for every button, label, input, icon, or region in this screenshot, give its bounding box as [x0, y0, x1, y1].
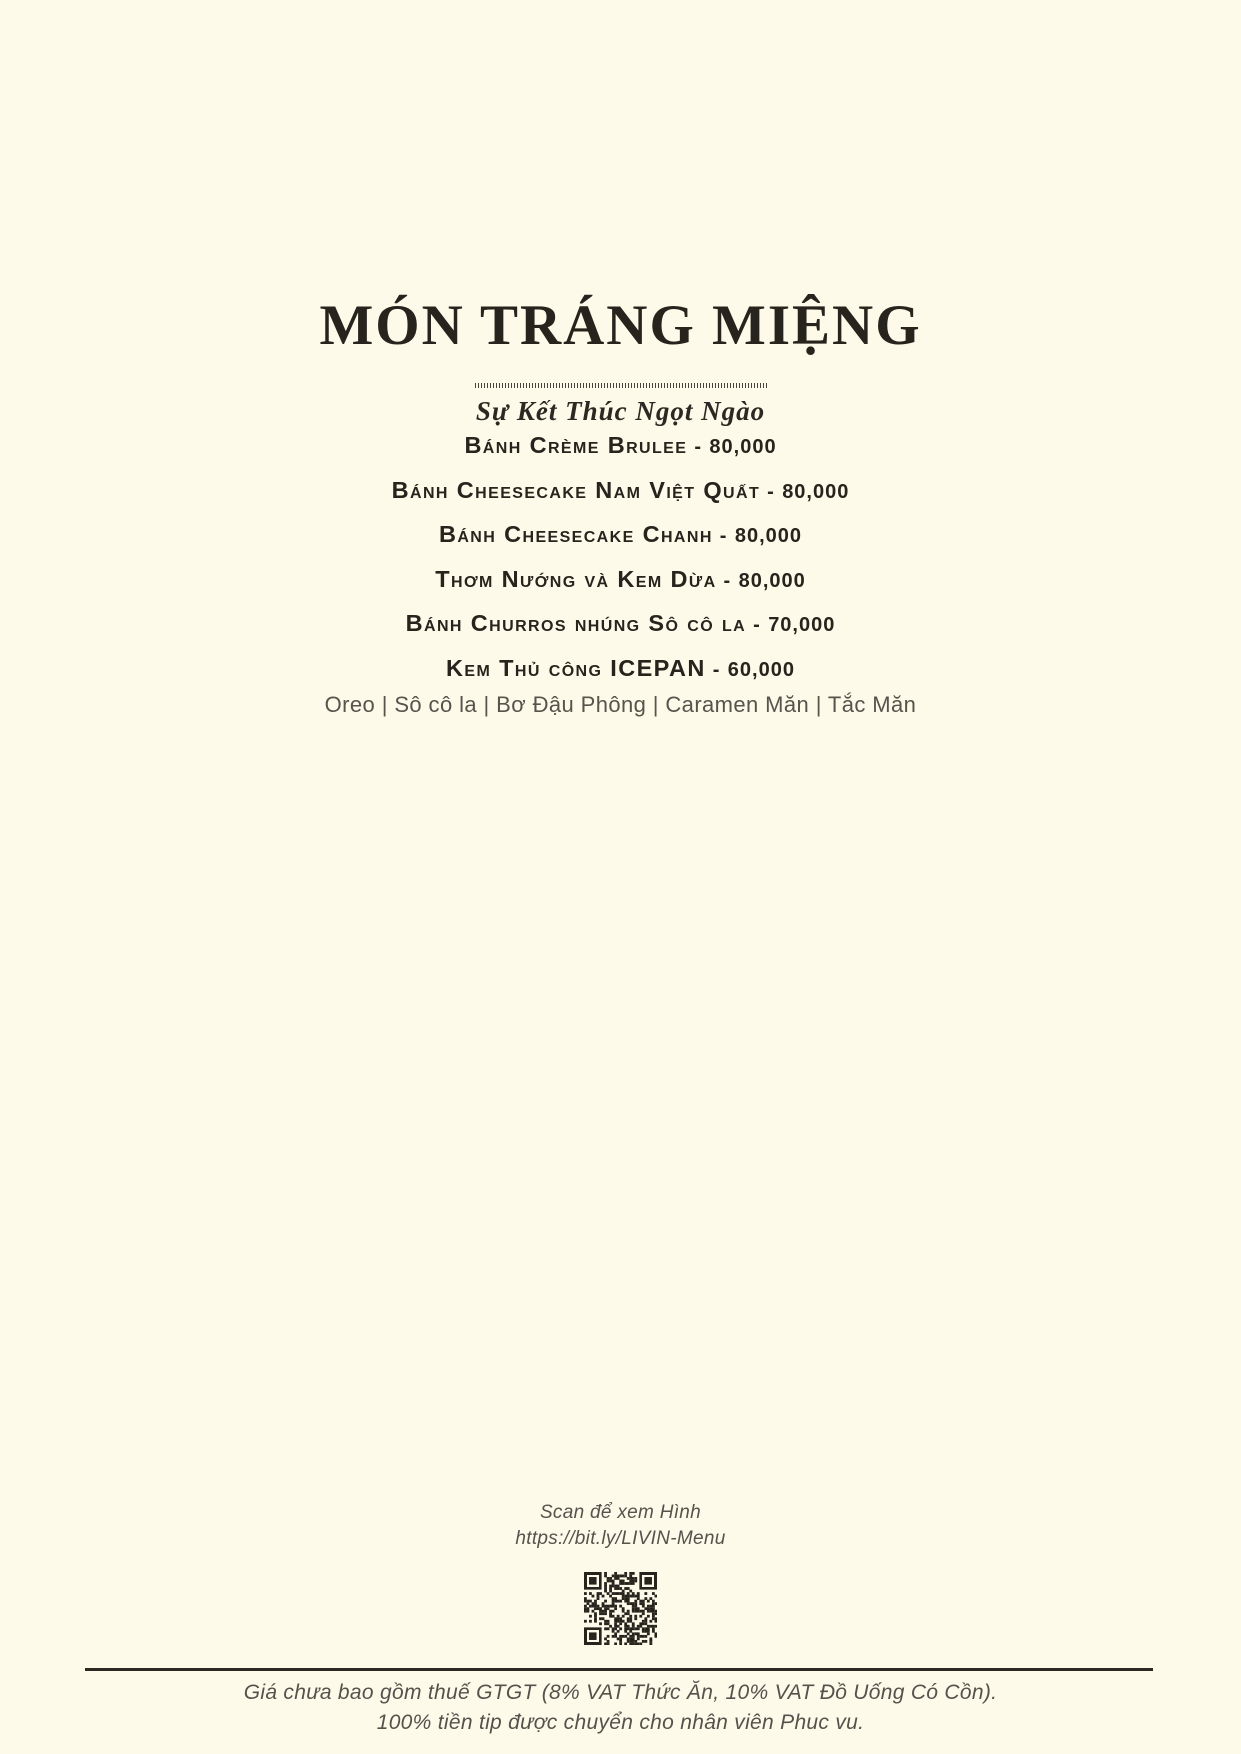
- scan-caption-block: [0, 1500, 1241, 1552]
- footer-notes: [0, 1678, 1241, 1738]
- scan-url: https://bit.ly/LIVIN-Menu: [515, 1528, 726, 1549]
- item-separator: -: [767, 480, 776, 503]
- item-price: 80,000: [734, 525, 803, 547]
- menu-item: [0, 558, 1241, 603]
- item-separator: -: [723, 569, 732, 592]
- item-name: Thơm Nướng và Kem Dừa: [435, 565, 717, 592]
- item-price: 60,000: [727, 658, 795, 681]
- menu-item: [0, 513, 1241, 558]
- vat-note: Giá chưa bao gồm thuế GTGT (8% VAT Thức Ăn, 10% VAT Đồ Uống Có Cồn).: [243, 1681, 998, 1704]
- tip-note: 100% tiền tip được chuyển cho nhân viên Phuc vu.: [376, 1711, 865, 1734]
- menu-item: [0, 647, 1241, 692]
- item-price: 80,000: [782, 480, 850, 503]
- menu-item: [0, 469, 1241, 514]
- menu-item: [0, 602, 1241, 647]
- item-name: Bánh Cheesecake Nam Việt Quất: [391, 476, 761, 503]
- item-price: 80,000: [738, 569, 806, 592]
- scan-caption: Scan để xem Hình: [539, 1502, 702, 1523]
- footer-divider: [85, 1668, 1153, 1671]
- item-separator: -: [719, 525, 728, 547]
- item-name: Bánh Cheesecake Chanh: [438, 521, 713, 547]
- item-separator: -: [712, 658, 721, 681]
- qr-code-icon: [584, 1572, 657, 1645]
- menu-items-list: [0, 424, 1241, 720]
- page-title: MÓN TRÁNG MIỆNG: [319, 294, 922, 357]
- item-name: Kem Thủ công ICEPAN: [446, 654, 706, 681]
- item-separator: -: [694, 436, 703, 458]
- item-separator: -: [753, 614, 762, 636]
- icepan-flavors: Oreo | Sô cô la | Bơ Đậu Phông | Caramen Măn | Tắc Măn: [324, 692, 917, 717]
- menu-header: [0, 296, 1241, 427]
- item-price: 80,000: [709, 436, 777, 458]
- item-price: 70,000: [768, 614, 836, 636]
- item-name: Bánh Crème Brulee: [464, 432, 688, 458]
- title-divider: [475, 383, 767, 388]
- page-subtitle: Sự Kết Thúc Ngọt Ngào: [475, 395, 766, 426]
- menu-item: [0, 424, 1241, 469]
- item-name: Bánh Churros nhúng Sô cô la: [405, 610, 747, 636]
